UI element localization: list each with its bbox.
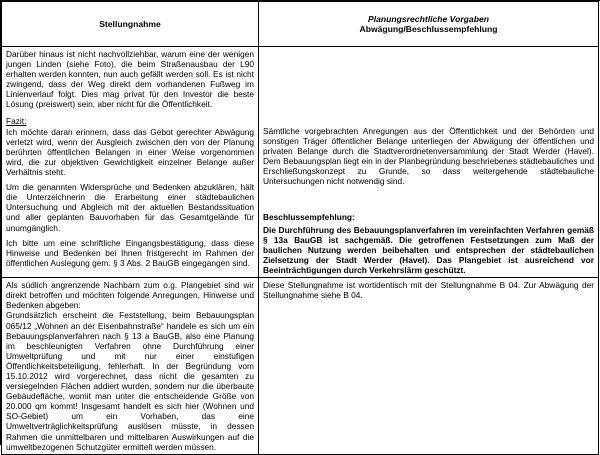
weighing-paragraph: Diese Stellungnahme ist wortidentisch mit der Stellungnahme B 04. Zur Abwägung der Stellungnahme siehe B 04. xyxy=(263,280,594,301)
header-requirements xyxy=(259,2,599,47)
statement-paragraph: Darüber hinaus ist nicht nachvollziehbar, warum eine der wenigen jungen Linden (siehe Foto), die beim Straßenausbau der L90 erhalten werden konnten, nun auch gefällt werden soll. Es ist nicht zwingend, dass der Weg direkt dem vorhandenen Fußweg im Linienverlauf folgt. Dies mag privat für den Investor die beste Lösung (preiswert) sein, aber nicht für die Öffentlichkeit. xyxy=(6,49,254,110)
table-header-row xyxy=(2,2,599,47)
header-requirements-line2: Abwägung/Beschlussempfehlung xyxy=(359,24,498,34)
table-row xyxy=(2,47,599,278)
beschluss-label: Beschlussempfehlung: xyxy=(263,211,355,222)
fazit-label: Fazit: xyxy=(6,115,27,126)
weighing-table xyxy=(1,1,599,455)
header-statement: Stellungnahme xyxy=(2,2,259,47)
weighing-paragraph: Sämtliche vorgebrachten Anregungen aus der Öffentlichkeit und der Behörden und sonstigen Träger öffentlicher Belange unterliegen der Abwägung der öffentlichen und privaten Belange durch die Stadtverordnetenversammlung der Stadt Werder (Havel). Dem Bebauungsplan liegt ein in der Planbegründung beschriebenes städtebauliches und Erschließungskonzept zu Grunde, so dass weitergehende städtebauliche Untersuchungen nicht notwendig sind. xyxy=(263,126,594,187)
statement-cell xyxy=(2,278,259,455)
header-requirements-line1: Planungsrechtliche Vorgaben xyxy=(368,13,489,24)
weighing-cell xyxy=(259,278,599,455)
statement-paragraph: Ich bitte um eine schriftliche Eingangsbestätigung, dass diese Hinweise und Bedenken bei Ihnen fristgerecht im Rahmen der öffentlichen Auslegung gem. § 3 Abs. 2 BauGB eingegangen sind. xyxy=(6,237,254,268)
table-row xyxy=(2,278,599,455)
blank-space xyxy=(263,49,594,126)
statement-cell xyxy=(2,47,259,278)
statement-paragraph: Grundsätzlich erscheint die Feststellung, beim Bebauungsplan 065/12 „Wohnen an der Eisenbahnstraße“ handele es sich um ein Bebauungsplanverfahren nach § 13 a BauGB, also eine Planung im beschleunigten Verfahren ohne Durchführung einer Umweltprüfung und mit nur einer einstufigen Öffentlichkeitsbeteiligung, fehlerhaft. In der Begründung vom 15.10.2012 wird vorgerechnet, dass nicht die gesamten zu versiegelnden Flächen addiert wurden, sondern nur die überbaute Gebäudefläche, womit man unter die entscheidende Größe von 20.000 qm kommt! Insgesamt handelt es sich hier (Wohnen und SO-Gebiet) um ein Vorhaben, das eine Umweltverträglichkeitsprüfung auslösen müsste, in dessen Rahmen die unmittelbaren und mittelbaren Auswirkungen auf die umweltbezogenen Schutzgüter ermittelt werden müssen. xyxy=(6,310,254,452)
beschluss-text: Die Durchführung des Bebauungsplanverfahren im vereinfachten Verfahren gemäß § 13a BauGB ist sachgemäß. Die getroffenen Festsetzungen zum Maß der baulichen Nutzung werden beibehalten und entsprechen der städtebaulichen Zielsetzung der Stadt Werder (Havel). Das Plangebiet ist ausreichend vor Beeinträchtigungen durch Verkehrslärm geschützt. xyxy=(263,224,594,276)
statement-paragraph: Als südlich angrenzende Nachbarn zum o.g. Plangebiet sind wir direkt betroffen und möchten folgende Anregungen, Hinweise und Bedenken abgeben: xyxy=(6,280,254,311)
statement-paragraph: Ich möchte daran erinnern, dass das Gebot gerechter Abwägung verletzt wird, wenn der Ausgleich zwischen den von der Planung berührten öffentlichen Belangen in einer Weise vorgenommen wird, die zur objektiven Gewichtigkeit einzelner Belange außer Verhältnis steht. xyxy=(6,126,254,178)
statement-paragraph: Um die genannten Widersprüche und Bedenken abzuklären, hält die Unterzeichnerin die Erarbeitung einer städtebaulichen Untersuchung und Abgleich mit der aktuellen Bestandssituation und aller geplanten Bauvorhaben für das Gesamtgelände für unumgänglich. xyxy=(6,182,254,233)
blank-space xyxy=(263,192,594,212)
weighing-cell xyxy=(259,47,599,278)
